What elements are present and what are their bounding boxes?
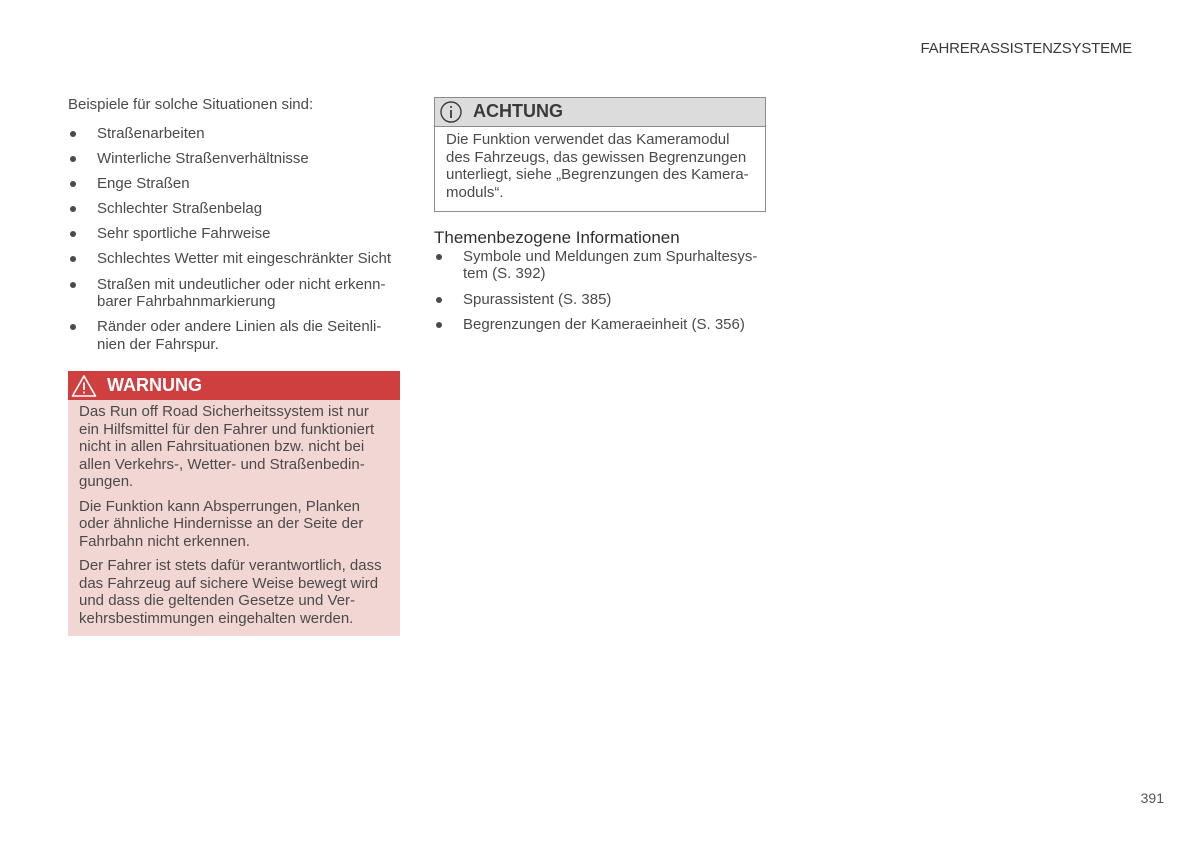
page-number: 391: [1140, 790, 1164, 806]
bullet-icon: [436, 322, 442, 328]
warning-box: [68, 371, 400, 636]
list-item: [68, 276, 400, 311]
right-column: [434, 97, 766, 342]
caution-text: Die Funktion verwendet das Kameramodul des Fahrzeugs, das gewissen Begrenzungen unterliegt, siehe „Begrenzungen des Kamera- moduls“.: [446, 131, 749, 201]
warning-title: WARNUNG: [107, 375, 202, 396]
bullet-icon: [70, 181, 76, 187]
list-item-text: Sehr sportliche Fahrweise: [97, 225, 271, 243]
bullet-icon: [70, 231, 76, 237]
list-item-text: Enge Straßen: [97, 174, 190, 192]
warning-triangle-icon: [71, 374, 97, 398]
warning-header: [68, 371, 400, 400]
related-link[interactable]: [434, 248, 766, 283]
related-link[interactable]: [434, 291, 766, 309]
related-link[interactable]: [434, 316, 766, 334]
list-item-text: Straßenarbeiten: [97, 124, 205, 142]
list-item-text: Ränder oder andere Linien als die Seitenli- nien der Fahrspur.: [97, 318, 382, 353]
situations-list: [68, 125, 400, 354]
related-link-text[interactable]: Spurassistent (S. 385): [463, 290, 612, 308]
list-item: [68, 175, 400, 193]
caution-box: [434, 97, 766, 212]
bullet-icon: [70, 282, 76, 288]
list-item: [68, 150, 400, 168]
caution-title: ACHTUNG: [473, 101, 563, 122]
list-item: [68, 200, 400, 218]
warning-paragraph: Das Run off Road Sicherheitssystem ist nur ein Hilfsmittel für den Fahrer und funktioniert nicht in allen Fahrsituationen bzw. nicht bei allen Verkehrs-, Wetter- und Straßenbedin- gungen.: [79, 403, 375, 491]
related-info-list: [434, 248, 766, 334]
bullet-icon: [70, 324, 76, 330]
bullet-icon: [436, 297, 442, 303]
intro-text: Beispiele für solche Situationen sind:: [68, 96, 314, 113]
bullet-icon: [436, 254, 442, 260]
list-item: [68, 250, 400, 268]
list-item: [68, 125, 400, 143]
bullet-icon: [70, 156, 76, 162]
section-title: FAHRERASSISTENZSYSTEME: [920, 40, 1132, 57]
warning-paragraph: Der Fahrer ist stets dafür verantwortlich, dass das Fahrzeug auf sichere Weise bewegt wird und dass die geltenden Gesetze und Ver- kehrsbestimmungen eingehalten werden.: [79, 557, 382, 627]
list-item-text: Schlechtes Wetter mit eingeschränkter Sicht: [97, 250, 392, 268]
list-item: [68, 225, 400, 243]
related-link-text[interactable]: Symbole und Meldungen zum Spurhaltesys- tem (S. 392): [463, 247, 758, 282]
related-info-heading: Themenbezogene Informationen: [434, 228, 680, 247]
list-item-text: Straßen mit undeutlicher oder nicht erkenn- barer Fahrbahnmarkierung: [97, 275, 386, 311]
left-column: [68, 96, 400, 636]
warning-body: [68, 400, 400, 636]
related-link-text[interactable]: Begrenzungen der Kameraeinheit (S. 356): [463, 316, 745, 333]
bullet-icon: [70, 256, 76, 262]
bullet-icon: [70, 206, 76, 212]
bullet-icon: [70, 131, 76, 137]
list-item: [68, 318, 400, 353]
info-circle-icon: [439, 100, 463, 124]
list-item-text: Schlechter Straßenbelag: [97, 200, 263, 218]
list-item-text: Winterliche Straßenverhältnisse: [97, 149, 309, 167]
warning-paragraph: Die Funktion kann Absperrungen, Planken oder ähnliche Hindernisse an der Seite der Fahrbahn nicht erkennen.: [79, 497, 364, 550]
caution-header: [435, 98, 765, 127]
